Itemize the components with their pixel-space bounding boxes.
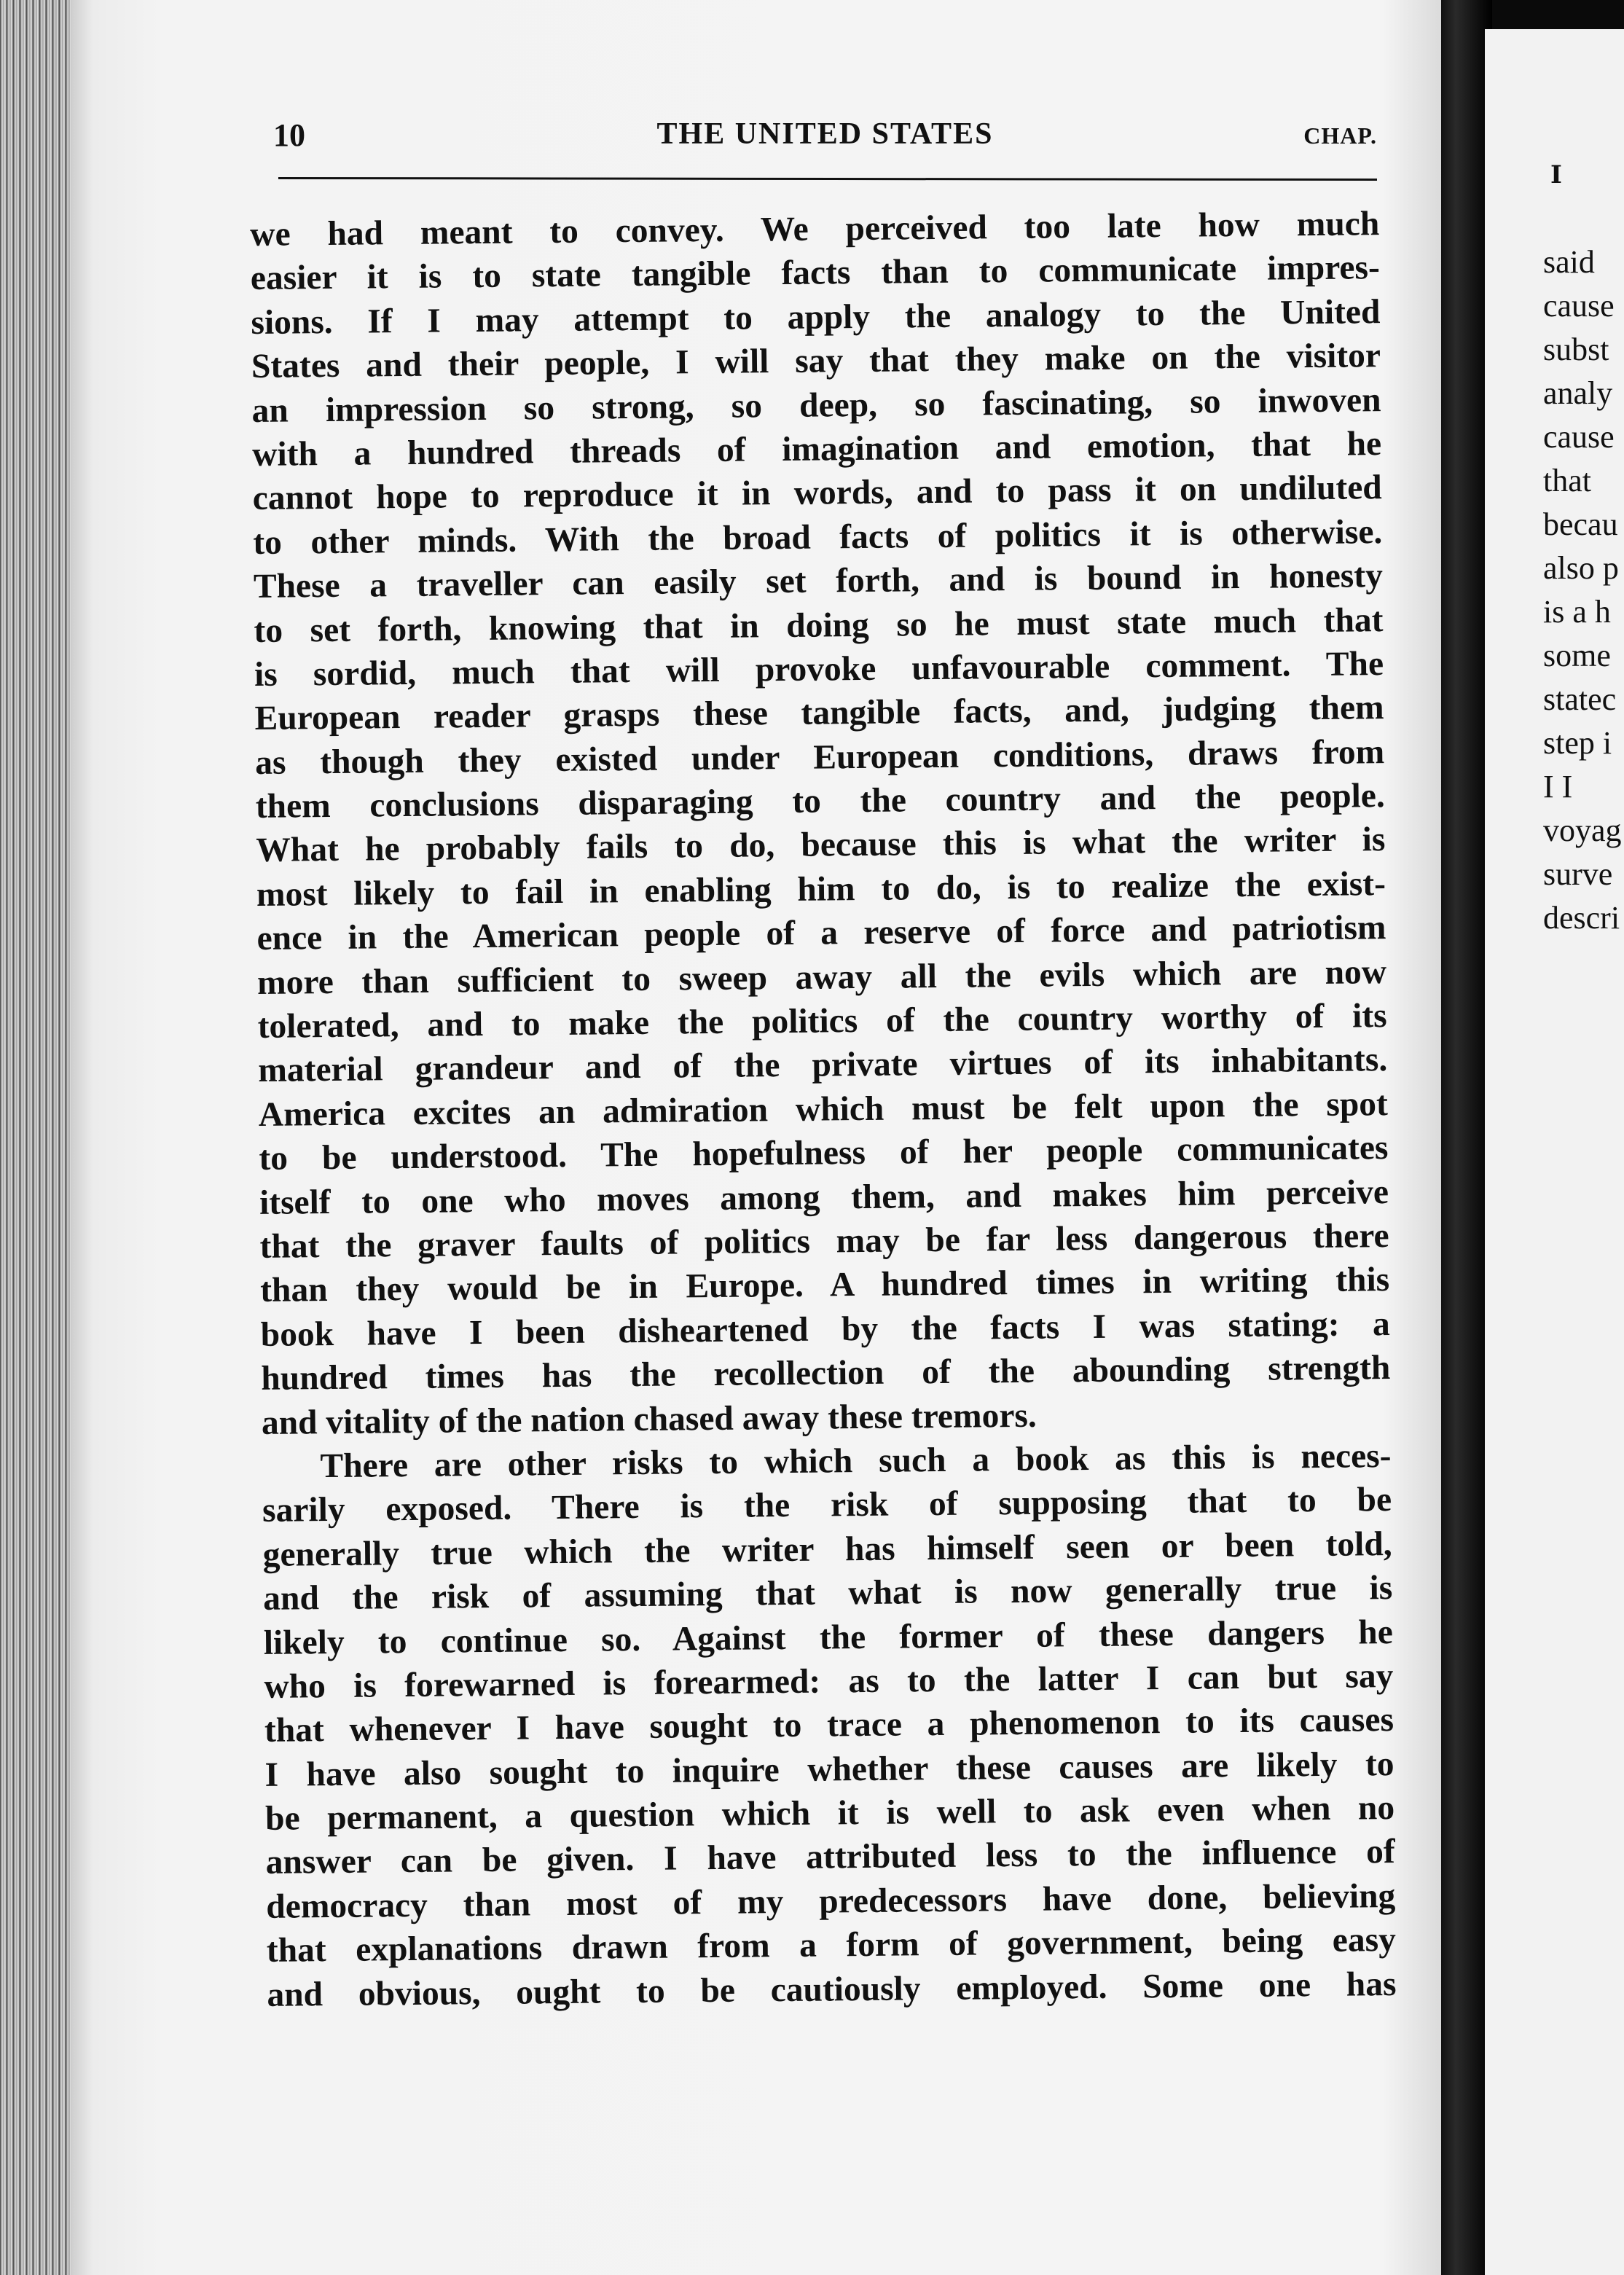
text-line: who is forewarned is forearmed: as to the latter I can but say [264,1656,1394,1706]
text-line: book have I been disheartened by the facts I was stating: a [260,1304,1390,1354]
text-line: most likely to fail in enabling him to do, is to realize the exist- [256,864,1386,914]
facing-text-fragment: cause [1543,288,1615,324]
text-line: to other minds. With the broad facts of politics it is otherwise. [253,512,1383,562]
text-line: I have also sought to inquire whether these causes are likely to [264,1745,1394,1794]
text-line: European reader grasps these tangible facts, and, judging them [254,689,1384,738]
facing-page [1485,29,1624,2275]
facing-text-fragment: said [1543,244,1595,280]
page-header [273,117,1377,160]
text-line: What he probably fails to do, because this is what the writer is [256,821,1386,870]
text-line: than they would be in Europe. A hundred times in writing this [259,1261,1390,1310]
text-line: sions. If I may attempt to apply the analogy to the United [251,292,1381,342]
facing-text-fragment: subst [1543,332,1609,367]
running-title: THE UNITED STATES [656,117,994,151]
facing-text-fragment: surve [1543,856,1613,892]
text-line: that whenever I have sought to trace a phenomenon to its causes [264,1701,1394,1750]
text-line: material grandeur and of the private virtues of its inhabitants. [258,1041,1388,1090]
text-line: and obvious, ought to be cautiously employed. Some one has [267,1965,1397,2014]
text-line: sarily exposed. There is the risk of supposing that to be [262,1481,1392,1530]
page-edges [0,0,82,2275]
text-line: easier it is to state tangible facts than to communicate impres- [250,248,1381,298]
text-line: we had meant to convey. We perceived too late how much [250,205,1380,254]
text-line: ence in the American people of a reserve of force and patriotism [256,909,1386,958]
facing-text-fragment: I I [1543,769,1573,804]
text-line: and the risk of assuming that what is now generally true is [263,1569,1393,1618]
text-line: as though they existed under European conditions, draws from [254,732,1385,782]
text-line: cannot hope to reproduce it in words, and to pass it on undiluted [252,469,1382,518]
text-line: hundred times has the recollection of the abounding strength [261,1349,1391,1398]
text-line: answer can be given. I have attributed less to the influence of [265,1833,1395,1882]
text-line: is sordid, much that will provoke unfavourable comment. The [254,644,1384,694]
facing-text-fragment: step i [1543,725,1612,761]
facing-text-fragment: is a h [1543,594,1611,630]
text-line: These a traveller can easily set forth, and is bound in honesty [253,557,1384,606]
text-line: America excites an admiration which must be felt upon the spot [258,1084,1389,1134]
page-number: 10 [273,117,305,153]
text-line: to set forth, knowing that in doing so he must state much that [254,600,1384,650]
facing-text-fragment: that [1543,463,1591,498]
chapter-label: CHAP. [1303,122,1377,149]
text-line: democracy than most of my predecessors have done, believing [266,1876,1396,1926]
text-line: States and their people, I will say that they make on the visitor [251,337,1381,386]
text-line: tolerated, and to make the politics of the country worthy of its [257,997,1387,1046]
text-line: likely to continue so. Against the former of these dangers he [263,1613,1394,1662]
text-line: itself to one who moves among them, and makes him perceive [259,1172,1389,1222]
text-line: more than sufficient to sweep away all the evils which are now [256,952,1387,1002]
text-line: There are other risks to which such a book as this is neces- [320,1436,1392,1486]
text-line: that explanations drawn from a form of government, being easy [266,1921,1397,1970]
facing-text-fragment: becau [1543,506,1618,542]
text-line: be permanent, a question which it is well to ask even when no [264,1789,1395,1838]
facing-text-fragment: statec [1543,681,1617,717]
paragraph-1 [250,202,1391,1445]
paragraph-2 [262,1434,1396,2017]
facing-text-fragment: also p [1543,550,1619,586]
text-line: and vitality of the nation chased away these tremors. [261,1396,1037,1442]
text-line: generally true which the writer has himself seen or been told, [262,1524,1392,1574]
facing-page-header: I [1550,160,1562,189]
text-line: to be understood. The hopefulness of her people communicates [259,1129,1389,1178]
facing-text-fragment: analy [1543,375,1613,411]
facing-text-fragment: voyag [1543,812,1622,848]
facing-text-fragment: descri [1543,900,1620,936]
text-line: with a hundred threads of imagination and emotion, that he [251,425,1382,474]
text-line: an impression so strong, so deep, so fascinating, so inwoven [251,380,1381,430]
body-text [250,202,1397,2017]
facing-text-fragment: some [1543,638,1611,673]
text-line: them conclusions disparaging to the country and the people. [255,777,1386,826]
text-line: that the graver faults of politics may be far less dangerous there [259,1217,1389,1266]
facing-text-fragment: cause [1543,419,1615,455]
